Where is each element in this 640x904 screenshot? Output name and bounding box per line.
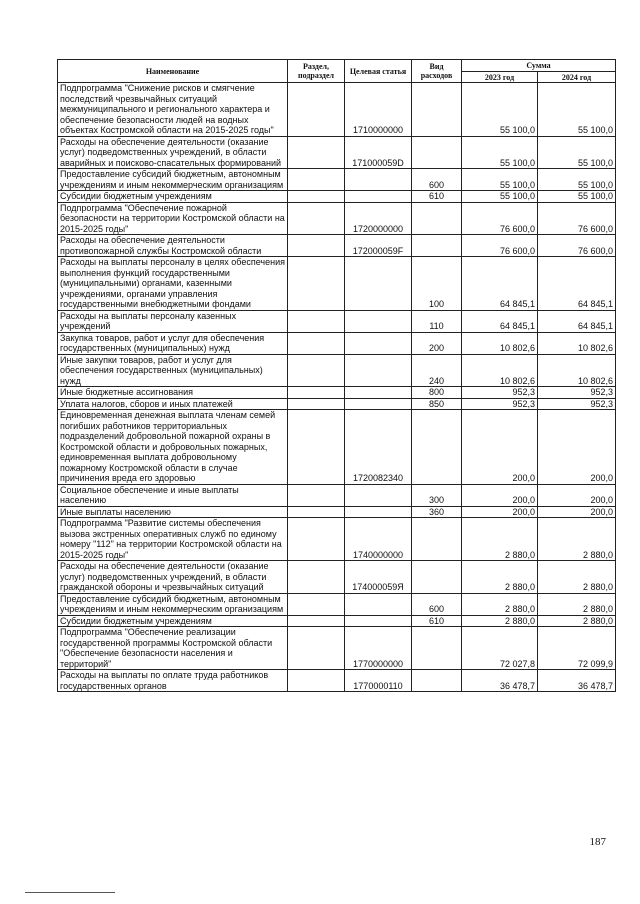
cell-sum-2023: 76 600,0 — [462, 235, 538, 257]
cell-expense-type: 240 — [412, 354, 462, 387]
table-row — [58, 169, 616, 191]
cell-sum-2023: 2 880,0 — [462, 593, 538, 615]
cell-sum-2024: 55 100,0 — [538, 136, 616, 169]
cell-sum-2024: 200,0 — [538, 410, 616, 485]
cell-target: 171000059D — [345, 136, 412, 169]
cell-name: Иные бюджетные ассигнования — [58, 387, 288, 399]
cell-name: Субсидии бюджетным учреждениям — [58, 191, 288, 203]
cell-sum-2024: 200,0 — [538, 506, 616, 518]
cell-sum-2024: 952,3 — [538, 387, 616, 399]
cell-name: Расходы на обеспечение деятельности (оказание услуг) подведомственных учреждений, в области аварийных и поисково-спасательных формирований — [58, 136, 288, 169]
header-year-2024: 2024 год — [538, 72, 616, 83]
cell-section — [288, 398, 345, 410]
cell-section — [288, 593, 345, 615]
cell-sum-2024: 200,0 — [538, 484, 616, 506]
cell-sum-2023: 55 100,0 — [462, 191, 538, 203]
cell-sum-2023: 952,3 — [462, 398, 538, 410]
cell-sum-2023: 10 802,6 — [462, 332, 538, 354]
cell-target: 1740000000 — [345, 518, 412, 561]
table-row — [58, 191, 616, 203]
cell-expense-type: 850 — [412, 398, 462, 410]
table-row — [58, 484, 616, 506]
cell-expense-type — [412, 235, 462, 257]
cell-section — [288, 627, 345, 670]
table-row — [58, 257, 616, 311]
cell-expense-type: 800 — [412, 387, 462, 399]
cell-name: Предоставление субсидий бюджетным, автономным учреждениям и иным некоммерческим организациям — [58, 593, 288, 615]
cell-target: 1720000000 — [345, 202, 412, 235]
cell-expense-type: 100 — [412, 257, 462, 311]
cell-target — [345, 484, 412, 506]
cell-target — [345, 506, 412, 518]
cell-sum-2024: 64 845,1 — [538, 257, 616, 311]
cell-name: Расходы на выплаты по оплате труда работников государственных органов — [58, 670, 288, 692]
table-row — [58, 670, 616, 692]
table-row — [58, 136, 616, 169]
cell-expense-type: 610 — [412, 191, 462, 203]
table-row — [58, 593, 616, 615]
cell-section — [288, 332, 345, 354]
cell-sum-2024: 2 880,0 — [538, 518, 616, 561]
cell-sum-2023: 2 880,0 — [462, 615, 538, 627]
table-row — [58, 332, 616, 354]
table-row — [58, 561, 616, 594]
cell-name: Расходы на выплаты персоналу в целях обеспечения выполнения функций государственными (муниципальными) органами, казенными учреждениями, органами управления государственными внебюджетными фондами — [58, 257, 288, 311]
cell-section — [288, 310, 345, 332]
table-row — [58, 235, 616, 257]
cell-section — [288, 410, 345, 485]
cell-sum-2024: 2 880,0 — [538, 561, 616, 594]
cell-sum-2024: 10 802,6 — [538, 332, 616, 354]
header-year-2023: 2023 год — [462, 72, 538, 83]
cell-sum-2023: 76 600,0 — [462, 202, 538, 235]
table-row — [58, 627, 616, 670]
cell-expense-type: 600 — [412, 593, 462, 615]
cell-name: Закупка товаров, работ и услуг для обеспечения государственных (муниципальных) нужд — [58, 332, 288, 354]
cell-section — [288, 235, 345, 257]
cell-section — [288, 136, 345, 169]
cell-expense-type — [412, 83, 462, 137]
cell-target — [345, 169, 412, 191]
cell-name: Иные выплаты населению — [58, 506, 288, 518]
cell-sum-2023: 200,0 — [462, 484, 538, 506]
table-row — [58, 518, 616, 561]
cell-name: Социальное обеспечение и иные выплаты населению — [58, 484, 288, 506]
cell-sum-2023: 64 845,1 — [462, 257, 538, 311]
cell-expense-type — [412, 670, 462, 692]
table-row — [58, 506, 616, 518]
table-row — [58, 410, 616, 485]
cell-name: Субсидии бюджетным учреждениям — [58, 615, 288, 627]
cell-target — [345, 354, 412, 387]
cell-section — [288, 387, 345, 399]
cell-sum-2023: 952,3 — [462, 387, 538, 399]
cell-name: Подпрограмма "Снижение рисков и смягчение последствий чрезвычайных ситуаций межмуниципального и регионального характера и обеспечение безопасности людей на водных объектах Костромской области на 2015-2025 годы" — [58, 83, 288, 137]
cell-expense-type — [412, 518, 462, 561]
cell-section — [288, 257, 345, 311]
cell-target — [345, 332, 412, 354]
cell-sum-2023: 55 100,0 — [462, 169, 538, 191]
cell-section — [288, 202, 345, 235]
cell-name: Уплата налогов, сборов и иных платежей — [58, 398, 288, 410]
cell-expense-type — [412, 202, 462, 235]
page-number: 187 — [589, 836, 606, 848]
cell-name: Подпрограмма "Обеспечение пожарной безопасности на территории Костромской области на 2015-2025 годы" — [58, 202, 288, 235]
cell-expense-type: 600 — [412, 169, 462, 191]
cell-sum-2024: 55 100,0 — [538, 169, 616, 191]
cell-section — [288, 561, 345, 594]
cell-target — [345, 615, 412, 627]
cell-sum-2024: 76 600,0 — [538, 235, 616, 257]
cell-target: 1770000110 — [345, 670, 412, 692]
cell-section — [288, 615, 345, 627]
cell-section — [288, 670, 345, 692]
table-body — [58, 83, 616, 692]
cell-target — [345, 593, 412, 615]
cell-target — [345, 191, 412, 203]
cell-name: Расходы на выплаты персоналу казенных учреждений — [58, 310, 288, 332]
table-row — [58, 387, 616, 399]
header-name: Наименование — [58, 60, 288, 83]
cell-target: 1720082340 — [345, 410, 412, 485]
cell-name: Подпрограмма "Развитие системы обеспечения вызова экстренных оперативных служб по единому номеру "112" на территории Костромской области на 2015-2025 годы" — [58, 518, 288, 561]
cell-expense-type: 360 — [412, 506, 462, 518]
header-target: Целевая статья — [345, 60, 412, 83]
cell-name: Единовременная денежная выплата членам семей погибших работников территориальных подразделений добровольной пожарной охраны в Костромской области и добровольных пожарных, единовременная выплата добровольному пожарному Костромской области в случае причинения вреда его здоровью — [58, 410, 288, 485]
cell-target — [345, 398, 412, 410]
cell-expense-type — [412, 627, 462, 670]
cell-sum-2023: 200,0 — [462, 410, 538, 485]
cell-sum-2023: 72 027,8 — [462, 627, 538, 670]
cell-expense-type — [412, 410, 462, 485]
cell-name: Предоставление субсидий бюджетным, автономным учреждениям и иным некоммерческим организациям — [58, 169, 288, 191]
cell-target — [345, 387, 412, 399]
cell-expense-type: 200 — [412, 332, 462, 354]
table-row — [58, 354, 616, 387]
cell-name: Расходы на обеспечение деятельности противопожарной службы Костромской области — [58, 235, 288, 257]
cell-sum-2023: 2 880,0 — [462, 561, 538, 594]
footer-divider — [25, 892, 115, 893]
cell-name: Расходы на обеспечение деятельности (оказание услуг) подведомственных учреждений, в области гражданской обороны и чрезвычайных ситуаций — [58, 561, 288, 594]
cell-sum-2023: 10 802,6 — [462, 354, 538, 387]
cell-sum-2024: 952,3 — [538, 398, 616, 410]
header-expense-type: Вид расходов — [412, 60, 462, 83]
cell-section — [288, 354, 345, 387]
cell-sum-2023: 64 845,1 — [462, 310, 538, 332]
header-section: Раздел, подраздел — [288, 60, 345, 83]
cell-target: 1710000000 — [345, 83, 412, 137]
cell-target — [345, 257, 412, 311]
cell-expense-type — [412, 136, 462, 169]
cell-sum-2024: 76 600,0 — [538, 202, 616, 235]
header-sum: Сумма — [462, 60, 616, 72]
cell-section — [288, 83, 345, 137]
cell-section — [288, 169, 345, 191]
table-row — [58, 398, 616, 410]
cell-sum-2023: 55 100,0 — [462, 83, 538, 137]
table-row — [58, 202, 616, 235]
cell-section — [288, 484, 345, 506]
table-row — [58, 310, 616, 332]
cell-target: 172000059F — [345, 235, 412, 257]
cell-sum-2024: 2 880,0 — [538, 593, 616, 615]
cell-target — [345, 310, 412, 332]
cell-sum-2024: 2 880,0 — [538, 615, 616, 627]
cell-sum-2023: 200,0 — [462, 506, 538, 518]
cell-section — [288, 518, 345, 561]
cell-name: Подпрограмма "Обеспечение реализации государственной программы Костромской области "Обеспечение безопасности населения и территорий" — [58, 627, 288, 670]
cell-expense-type: 110 — [412, 310, 462, 332]
cell-sum-2024: 55 100,0 — [538, 83, 616, 137]
cell-sum-2024: 10 802,6 — [538, 354, 616, 387]
cell-sum-2023: 2 880,0 — [462, 518, 538, 561]
cell-sum-2023: 55 100,0 — [462, 136, 538, 169]
cell-sum-2024: 64 845,1 — [538, 310, 616, 332]
cell-sum-2023: 36 478,7 — [462, 670, 538, 692]
cell-expense-type: 300 — [412, 484, 462, 506]
cell-target: 1770000000 — [345, 627, 412, 670]
cell-target: 174000059Я — [345, 561, 412, 594]
cell-sum-2024: 55 100,0 — [538, 191, 616, 203]
budget-table — [57, 59, 616, 692]
cell-expense-type: 610 — [412, 615, 462, 627]
cell-sum-2024: 72 099,9 — [538, 627, 616, 670]
cell-name: Иные закупки товаров, работ и услуг для обеспечения государственных (муниципальных) нужд — [58, 354, 288, 387]
cell-sum-2024: 36 478,7 — [538, 670, 616, 692]
table-row — [58, 83, 616, 137]
table-row — [58, 615, 616, 627]
cell-section — [288, 191, 345, 203]
cell-expense-type — [412, 561, 462, 594]
cell-section — [288, 506, 345, 518]
